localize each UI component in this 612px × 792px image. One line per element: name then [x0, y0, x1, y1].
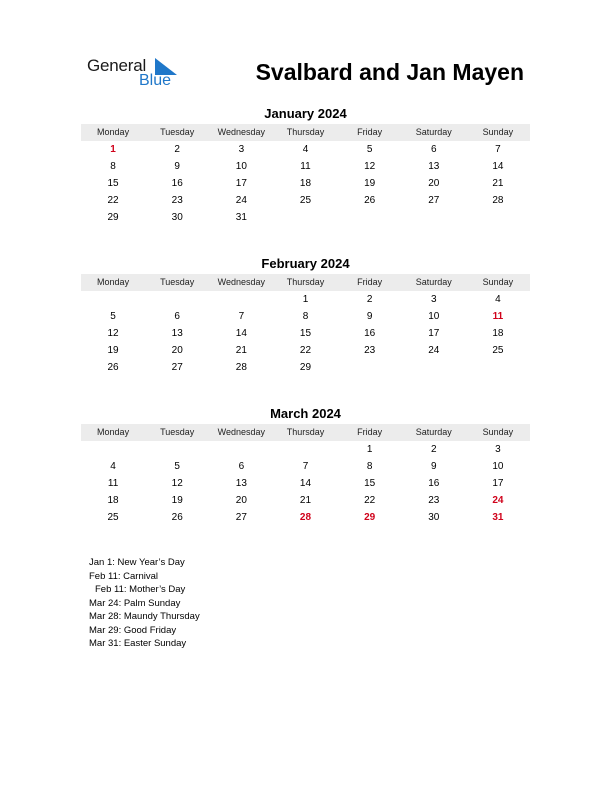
holiday-day-cell: 28 — [299, 512, 312, 523]
empty-day-cell — [145, 441, 209, 458]
day-cell: 19 — [364, 178, 376, 189]
day-cell: 30 — [428, 512, 440, 523]
day-cell: 20 — [428, 178, 440, 189]
holiday-day-cell: 1 — [110, 144, 116, 155]
holiday-entry: Feb 11: Carnival — [89, 570, 158, 582]
holiday-day-cell: 24 — [492, 495, 504, 506]
day-cell: 12 — [171, 478, 183, 489]
day-cell: 16 — [364, 328, 376, 339]
month-calendar-february — [81, 254, 530, 376]
day-cell: 23 — [171, 195, 183, 206]
day-cell: 10 — [428, 311, 440, 322]
day-cell: 22 — [299, 345, 312, 356]
day-cell: 3 — [495, 444, 501, 455]
weekday-header: Saturday — [402, 274, 466, 291]
day-cell: 22 — [107, 195, 119, 206]
month-calendar-january — [81, 104, 530, 226]
weekday-header: Monday — [81, 274, 145, 291]
day-cell: 6 — [238, 461, 245, 472]
month-grid — [81, 424, 530, 526]
day-cell: 13 — [171, 328, 183, 339]
day-cell: 27 — [428, 195, 440, 206]
weekday-header: Sunday — [466, 274, 530, 291]
day-cell: 8 — [366, 461, 373, 472]
empty-day-cell — [273, 441, 337, 458]
day-cell: 18 — [492, 328, 504, 339]
day-cell: 14 — [492, 161, 504, 172]
weekday-header: Thursday — [273, 274, 337, 291]
day-cell: 7 — [302, 461, 309, 472]
day-cell: 20 — [235, 495, 247, 506]
weekday-header: Friday — [338, 424, 402, 441]
day-cell: 5 — [110, 311, 116, 322]
day-cell: 23 — [428, 495, 440, 506]
day-cell: 30 — [171, 212, 183, 223]
empty-day-cell — [81, 291, 145, 308]
month-title: March 2024 — [270, 406, 341, 421]
holiday-entry: Mar 24: Palm Sunday — [89, 597, 181, 609]
day-cell: 3 — [430, 294, 437, 305]
day-cell: 4 — [495, 294, 501, 305]
day-cell: 21 — [492, 178, 504, 189]
day-cell: 12 — [364, 161, 376, 172]
holiday-day-cell: 31 — [492, 512, 504, 523]
weekday-header: Monday — [81, 424, 145, 441]
weekday-header: Friday — [338, 124, 402, 141]
day-cell: 15 — [107, 178, 119, 189]
day-cell: 6 — [174, 311, 180, 322]
day-cell: 2 — [366, 294, 373, 305]
day-cell: 7 — [495, 144, 501, 155]
day-cell: 28 — [235, 362, 247, 373]
weekday-header: Thursday — [273, 124, 337, 141]
day-cell: 15 — [299, 328, 312, 339]
weekday-header: Wednesday — [209, 424, 273, 441]
empty-day-cell — [209, 441, 273, 458]
day-cell: 23 — [364, 345, 376, 356]
weekday-header: Tuesday — [145, 424, 209, 441]
day-cell: 17 — [235, 178, 247, 189]
day-cell: 24 — [428, 345, 440, 356]
day-cell: 5 — [366, 144, 373, 155]
month-title: February 2024 — [261, 256, 350, 271]
day-cell: 18 — [299, 178, 312, 189]
weekday-header: Sunday — [466, 124, 530, 141]
month-calendar-march — [81, 404, 530, 526]
weekday-header: Friday — [338, 274, 402, 291]
day-cell: 21 — [235, 345, 247, 356]
day-cell: 21 — [299, 495, 312, 506]
day-cell: 1 — [366, 444, 373, 455]
day-cell: 2 — [174, 144, 180, 155]
day-cell: 16 — [428, 478, 440, 489]
month-grid — [81, 124, 530, 226]
day-cell: 28 — [492, 195, 504, 206]
day-cell: 26 — [107, 362, 119, 373]
day-cell: 4 — [110, 461, 116, 472]
holiday-entry: Mar 31: Easter Sunday — [89, 638, 187, 649]
day-cell: 9 — [430, 461, 437, 472]
day-cell: 29 — [299, 362, 312, 373]
day-cell: 9 — [174, 161, 180, 172]
weekday-header: Monday — [81, 124, 145, 141]
day-cell: 5 — [174, 461, 180, 472]
day-cell: 27 — [171, 362, 183, 373]
logo-word-general: General — [87, 56, 147, 75]
day-cell: 8 — [110, 161, 116, 172]
weekday-header: Saturday — [402, 124, 466, 141]
day-cell: 11 — [300, 161, 311, 172]
day-cell: 29 — [107, 212, 119, 223]
day-cell: 25 — [492, 345, 504, 356]
day-cell: 27 — [235, 512, 247, 523]
day-cell: 18 — [107, 495, 119, 506]
day-cell: 26 — [364, 195, 376, 206]
day-cell: 14 — [235, 328, 247, 339]
day-cell: 15 — [364, 478, 376, 489]
holiday-entry: Mar 29: Good Friday — [89, 624, 177, 636]
generalblue-logo — [87, 56, 187, 92]
weekday-header: Saturday — [402, 424, 466, 441]
day-cell: 16 — [171, 178, 183, 189]
month-title: January 2024 — [264, 106, 347, 121]
day-cell: 11 — [107, 478, 119, 489]
day-cell: 10 — [492, 461, 504, 472]
day-cell: 25 — [107, 512, 119, 523]
day-cell: 12 — [107, 328, 119, 339]
holiday-day-cell: 29 — [364, 512, 376, 523]
weekday-header: Tuesday — [145, 274, 209, 291]
weekday-header: Thursday — [273, 424, 337, 441]
day-cell: 22 — [364, 495, 376, 506]
day-cell: 17 — [492, 478, 504, 489]
day-cell: 4 — [302, 144, 309, 155]
holiday-entry: Mar 28: Maundy Thursday — [89, 611, 200, 622]
day-cell: 25 — [299, 195, 312, 206]
day-cell: 10 — [235, 161, 247, 172]
day-cell: 8 — [302, 311, 309, 322]
empty-day-cell — [209, 291, 273, 308]
weekday-header: Sunday — [466, 424, 530, 441]
day-cell: 13 — [235, 478, 247, 489]
day-cell: 26 — [171, 512, 183, 523]
day-cell: 19 — [107, 345, 119, 356]
weekday-header: Wednesday — [209, 274, 273, 291]
day-cell: 9 — [366, 311, 373, 322]
day-cell: 19 — [171, 495, 183, 506]
day-cell: 31 — [235, 212, 247, 223]
holiday-entry: Feb 11: Mother’s Day — [95, 584, 186, 595]
holiday-list — [89, 556, 200, 651]
weekday-header: Wednesday — [209, 124, 273, 141]
day-cell: 24 — [235, 195, 247, 206]
day-cell: 17 — [428, 328, 440, 339]
page-title: Svalbard and Jan Mayen — [255, 59, 524, 85]
logo-word-blue: Blue — [139, 72, 172, 89]
day-cell: 3 — [238, 144, 245, 155]
day-cell: 2 — [430, 444, 437, 455]
day-cell: 1 — [302, 294, 309, 305]
day-cell: 20 — [171, 345, 183, 356]
weekday-header: Tuesday — [145, 124, 209, 141]
holiday-entry: Jan 1: New Year’s Day — [89, 557, 185, 568]
day-cell: 6 — [430, 144, 437, 155]
day-cell: 13 — [428, 161, 440, 172]
day-cell: 7 — [238, 311, 245, 322]
holiday-day-cell: 11 — [492, 311, 504, 322]
empty-day-cell — [145, 291, 209, 308]
month-grid — [81, 274, 530, 376]
empty-day-cell — [81, 441, 145, 458]
day-cell: 14 — [299, 478, 312, 489]
